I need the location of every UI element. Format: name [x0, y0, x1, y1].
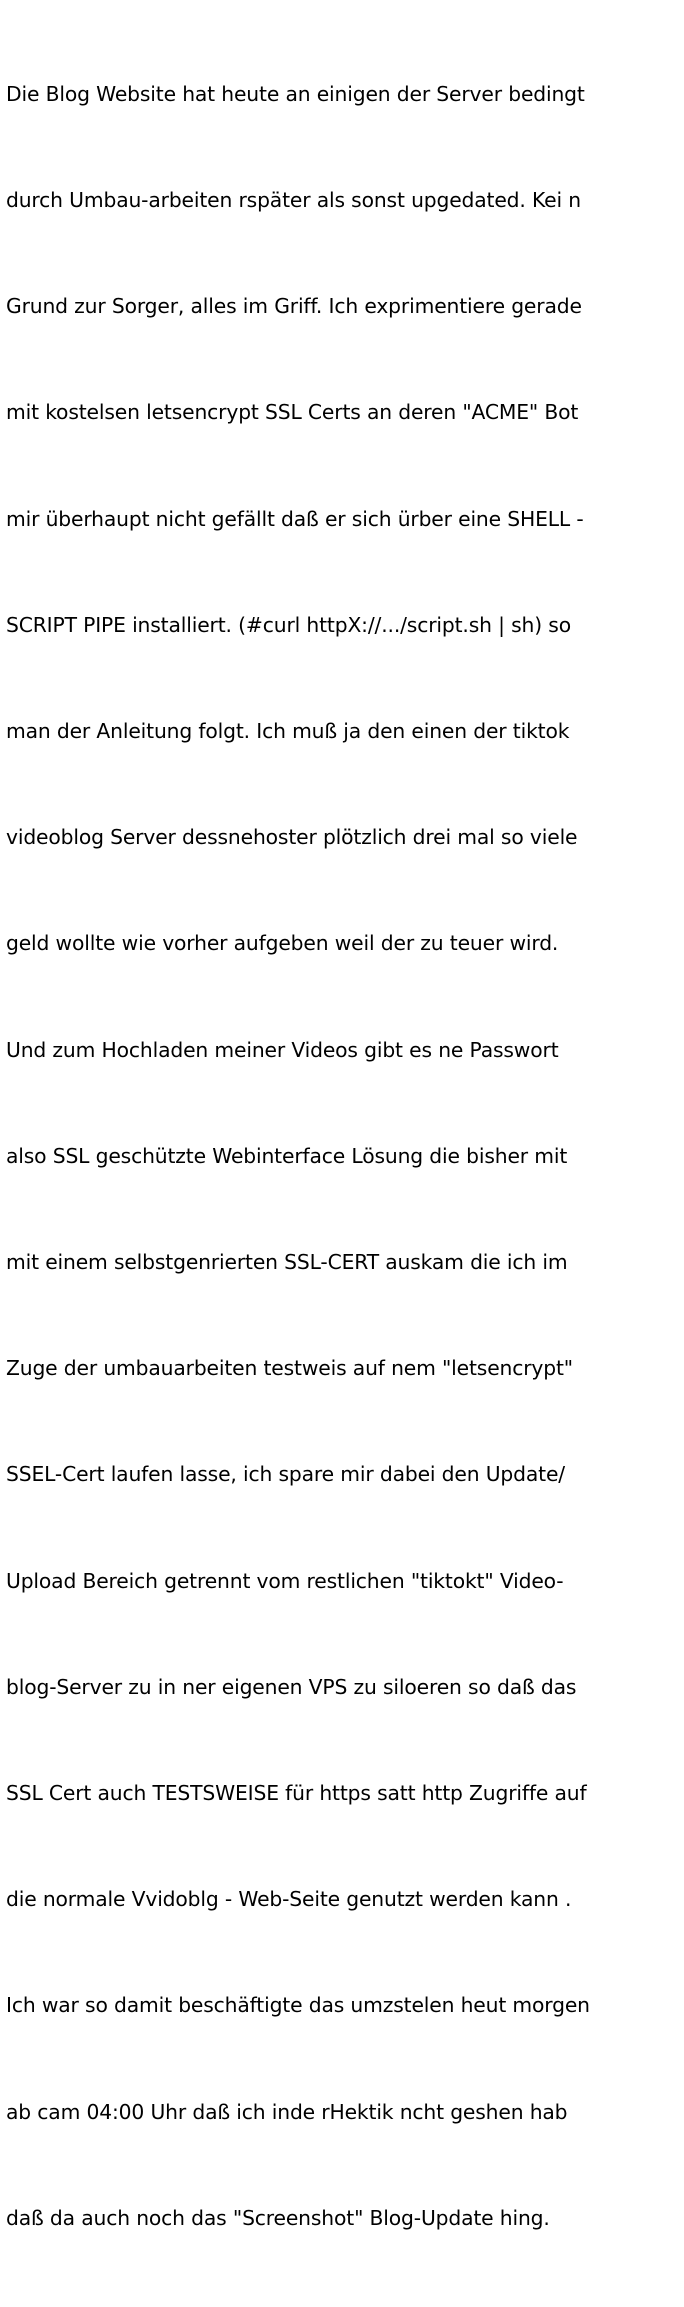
text-line: Ich war so damit beschäftigte das umzstelen heut morgen — [6, 1993, 590, 2018]
text-line: also SSL geschützte Webinterface Lösung die bisher mit — [6, 1143, 568, 1168]
text-line: die normale Vvidoblg - Web-Seite genutzt werden kann . — [6, 1887, 572, 1912]
document-body-text — [6, 6, 678, 2307]
text-line: daß da auch noch das "Screenshot" Blog-Update hing. — [6, 2205, 550, 2230]
text-line: blog-Server zu in ner eigenen VPS zu siloeren so daß das — [6, 1674, 577, 1699]
text-line: Zuge der umbauarbeiten testweis auf nem "letsencrypt" — [6, 1356, 573, 1381]
text-line: Die Blog Website hat heute an einigen der Server bedingt — [6, 81, 585, 106]
text-line: SCRIPT PIPE installiert. (#curl httpX://.../script.sh | sh) so — [6, 612, 571, 637]
text-line: geld wollte wie vorher aufgeben weil der zu teuer wird. — [6, 931, 559, 956]
text-line: Grund zur Sorger, alles im Griff. Ich exprimentiere gerade — [6, 294, 582, 319]
text-line: SSEL-Cert laufen lasse, ich spare mir dabei den Update/ — [6, 1462, 565, 1487]
text-line: durch Umbau-arbeiten rspäter als sonst upgedated. Kei n — [6, 188, 581, 213]
text-line: mit kostelsen letsencrypt SSL Certs an deren "ACME" Bot — [6, 400, 579, 425]
text-line: ab cam 04:00 Uhr daß ich inde rHektik ncht geshen hab — [6, 2099, 568, 2124]
text-line: Und zum Hochladen meiner Videos gibt es ne Passwort — [6, 1037, 559, 1062]
text-line: man der Anleitung folgt. Ich muß ja den einen der tiktok — [6, 719, 570, 744]
text-line: Upload Bereich getrennt vom restlichen "tiktokt" Video- — [6, 1568, 564, 1593]
text-line: mir überhaupt nicht gefällt daß er sich ürber eine SHELL - — [6, 506, 584, 531]
text-line: videoblog Server dessnehoster plötzlich drei mal so viele — [6, 825, 578, 850]
text-line: mit einem selbstgenrierten SSL-CERT auskam die ich im — [6, 1250, 568, 1275]
text-line: SSL Cert auch TESTSWEISE für https satt http Zugriffe auf — [6, 1781, 587, 1806]
